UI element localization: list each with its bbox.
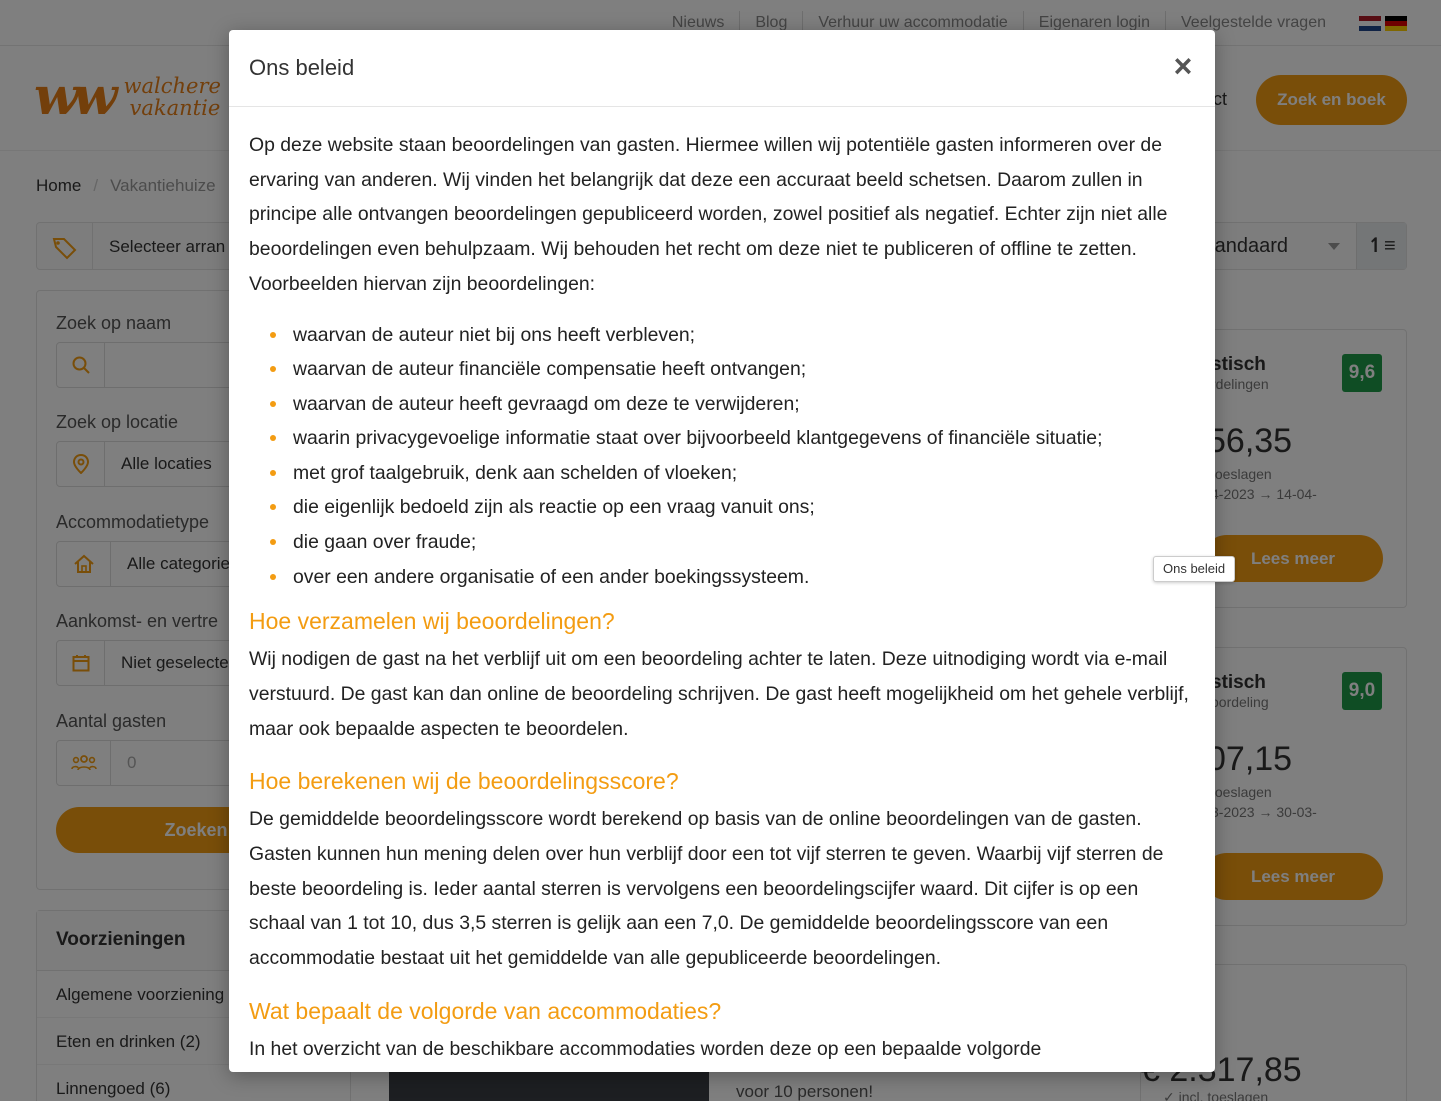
policy-list — [249, 318, 1195, 595]
list-item: waarvan de auteur heeft gevraagd om deze te verwijderen; — [249, 387, 1195, 422]
bullet-icon — [270, 470, 276, 476]
section-heading-collect: Hoe verzamelen wij beoordelingen? — [249, 608, 615, 635]
policy-intro: Op deze website staan beoordelingen van gasten. Hiermee willen wij potentiële gasten informeren over de ervaring van anderen. Wij vinden het belangrijk dat deze een accuraat beeld schetsen. Daarom zullen in principe alle ontvangen beoordelingen gepubliceerd worden, zowel positief als negatief. Echter zijn niet alle beoordelingen even behulpzaam. Wij behouden het recht om deze niet te publiceren of offline te zetten. Voorbeelden hiervan zijn beoordelingen: — [249, 134, 1168, 295]
section-text-score: De gemiddelde beoordelingsscore wordt berekend op basis van de online beoordelingen van de gasten. Gasten kunnen hun mening delen over hun verblijf door een tot vijf sterren te geven. Waarbij vijf sterren de beste beoordeling is. Ieder aantal sterren is vervolgens een beoordelingscijfer waard. Dit cijfer is op een schaal van 1 tot 10, dus 3,5 sterren is gelijk aan een 7,0. De gemiddelde beoordelingsscore van een accommodatie bestaat uit het gemiddelde van alle gepubliceerde beoordelingen. — [249, 808, 1164, 970]
bullet-icon — [270, 574, 276, 580]
bullet-icon — [270, 401, 276, 407]
tooltip: Ons beleid — [1153, 556, 1235, 582]
list-item: met grof taalgebruik, denk aan schelden of vloeken; — [249, 456, 1195, 491]
modal-body[interactable] — [229, 108, 1215, 1072]
list-item: waarin privacygevoelige informatie staat over bijvoorbeeld klantgegevens of financiële situatie; — [249, 421, 1195, 456]
list-item: waarvan de auteur financiële compensatie heeft ontvangen; — [249, 352, 1195, 387]
bullet-icon — [270, 539, 276, 545]
section-heading-order: Wat bepaalt de volgorde van accommodaties? — [249, 997, 722, 1024]
section-text-order: In het overzicht van de beschikbare accommodaties worden deze op een bepaalde volgorde — [249, 1037, 1042, 1060]
modal-header — [229, 30, 1215, 107]
list-item: die gaan over fraude; — [249, 525, 1195, 560]
list-item: waarvan de auteur niet bij ons heeft verbleven; — [249, 318, 1195, 353]
section-text-collect: Wij nodigen de gast na het verblijf uit om een beoordeling achter te laten. Deze uitnodiging wordt via e-mail verstuurd. De gast kan dan online de beoordeling schrijven. De gast heeft mogelijkheid om het gehele verblijf, maar ook bepaalde aspecten te beoordelen. — [249, 648, 1189, 740]
bullet-icon — [270, 435, 276, 441]
policy-modal — [229, 30, 1215, 1072]
list-item: die eigenlijk bedoeld zijn als reactie op een vraag vanuit ons; — [249, 490, 1195, 525]
modal-title: Ons beleid — [249, 55, 355, 80]
list-item: over een andere organisatie of een ander boekingssysteem. — [249, 560, 1195, 595]
bullet-icon — [270, 504, 276, 510]
bullet-icon — [270, 332, 276, 338]
bullet-icon — [270, 366, 276, 372]
section-heading-score: Hoe berekenen wij de beoordelingsscore? — [249, 768, 679, 795]
close-icon[interactable]: × — [1173, 48, 1193, 84]
